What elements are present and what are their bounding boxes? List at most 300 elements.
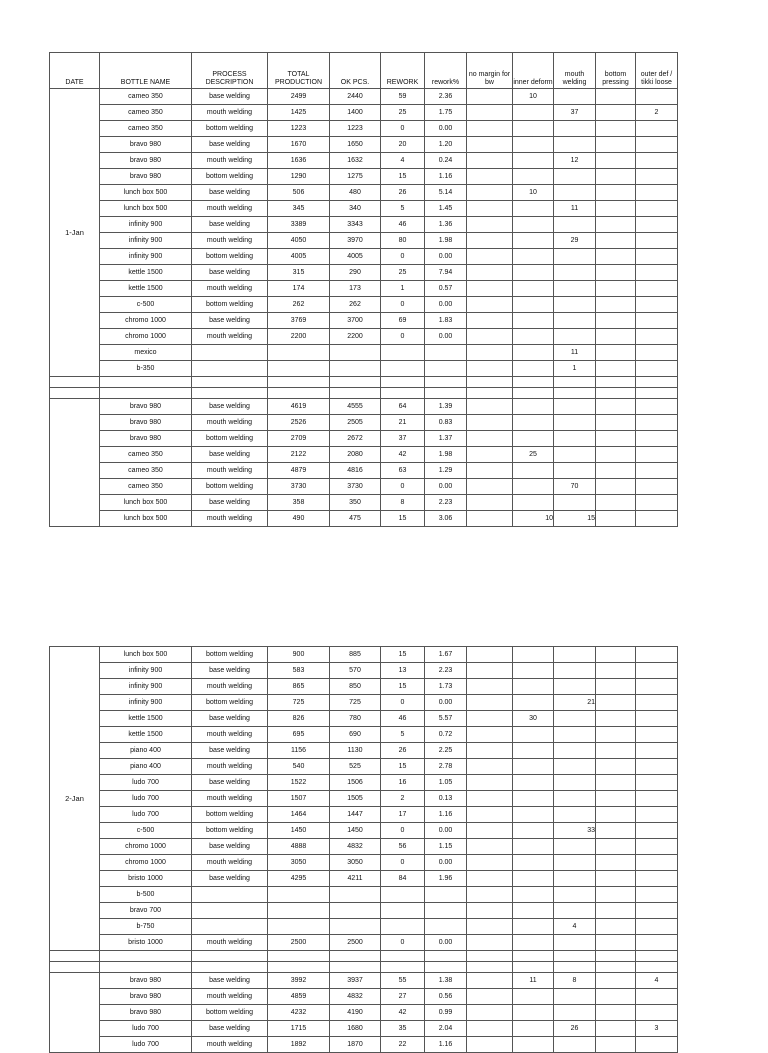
table-cell: 2499	[268, 89, 330, 105]
table-cell: 1.38	[425, 973, 467, 989]
empty-cell	[268, 388, 330, 399]
table-cell	[513, 201, 554, 217]
table-cell	[596, 361, 636, 377]
table-cell: 10	[513, 511, 554, 527]
table-cell	[513, 153, 554, 169]
table-cell: 2.23	[425, 663, 467, 679]
table-cell	[596, 201, 636, 217]
table-cell: 2	[381, 791, 425, 807]
table-cell: chromo 1000	[100, 313, 192, 329]
table-cell: 4190	[330, 1005, 381, 1021]
table-cell: 1522	[268, 775, 330, 791]
table-cell	[636, 695, 678, 711]
table-cell	[636, 185, 678, 201]
table-cell	[554, 137, 596, 153]
table-cell	[636, 249, 678, 265]
table-cell	[636, 361, 678, 377]
table-row	[50, 153, 678, 169]
table-cell: 1.45	[425, 201, 467, 217]
table-cell	[636, 201, 678, 217]
table-cell: 780	[330, 711, 381, 727]
table-cell: mouth welding	[192, 105, 268, 121]
table-row	[50, 775, 678, 791]
table-cell: bottom welding	[192, 249, 268, 265]
table-cell	[513, 313, 554, 329]
table-cell	[596, 823, 636, 839]
table-row	[50, 807, 678, 823]
table-cell	[513, 361, 554, 377]
table-cell: 1670	[268, 137, 330, 153]
table-cell	[636, 919, 678, 935]
table-cell: mouth welding	[192, 511, 268, 527]
table-cell: c-500	[100, 823, 192, 839]
table-cell: bravo 980	[100, 153, 192, 169]
table-cell	[636, 233, 678, 249]
table-cell	[554, 887, 596, 903]
table-cell	[636, 169, 678, 185]
table-cell	[554, 169, 596, 185]
empty-cell	[554, 962, 596, 973]
table-row	[50, 495, 678, 511]
table-cell	[596, 903, 636, 919]
table-cell: mouth welding	[192, 463, 268, 479]
table-cell	[636, 479, 678, 495]
table-cell	[596, 399, 636, 415]
table-cell	[596, 431, 636, 447]
table-cell	[330, 345, 381, 361]
table-cell	[467, 447, 513, 463]
table-cell	[513, 823, 554, 839]
table-cell	[425, 919, 467, 935]
empty-cell	[381, 388, 425, 399]
table-cell	[425, 887, 467, 903]
table-cell: 7.94	[425, 265, 467, 281]
table-cell	[467, 511, 513, 527]
table-cell: 4888	[268, 839, 330, 855]
table-cell: 1636	[268, 153, 330, 169]
table-cell	[467, 249, 513, 265]
table-cell	[554, 297, 596, 313]
empty-cell	[192, 951, 268, 962]
table-cell: 4050	[268, 233, 330, 249]
table-cell: infinity 900	[100, 217, 192, 233]
table-row	[50, 431, 678, 447]
table-cell	[467, 695, 513, 711]
table-cell: 0	[381, 249, 425, 265]
table-cell	[192, 345, 268, 361]
table-cell: 2	[636, 105, 678, 121]
table-cell: 2440	[330, 89, 381, 105]
table-cell: 2200	[330, 329, 381, 345]
table-cell	[596, 121, 636, 137]
table-cell: 865	[268, 679, 330, 695]
table-cell	[513, 495, 554, 511]
table-cell: b-350	[100, 361, 192, 377]
table-cell: 3	[636, 1021, 678, 1037]
table-cell: mouth welding	[192, 233, 268, 249]
table-cell	[467, 265, 513, 281]
table-cell	[513, 791, 554, 807]
table-cell: 4859	[268, 989, 330, 1005]
table-cell: 3937	[330, 973, 381, 989]
empty-cell	[50, 388, 100, 399]
table-cell: 0.24	[425, 153, 467, 169]
table-cell: 26	[554, 1021, 596, 1037]
table-cell	[554, 431, 596, 447]
table-cell: 1.16	[425, 169, 467, 185]
table-cell: 1130	[330, 743, 381, 759]
column-header: PROCESS DESCRIPTION	[192, 53, 268, 89]
table-cell: 29	[554, 233, 596, 249]
table-row	[50, 281, 678, 297]
table-cell: 8	[381, 495, 425, 511]
table-cell: 350	[330, 495, 381, 511]
table-cell: 0	[381, 855, 425, 871]
table-cell: 4555	[330, 399, 381, 415]
table-row	[50, 935, 678, 951]
empty-cell	[268, 962, 330, 973]
table-cell: bravo 980	[100, 415, 192, 431]
table-cell	[513, 329, 554, 345]
table-cell: bottom welding	[192, 479, 268, 495]
table-cell	[596, 695, 636, 711]
table-cell	[636, 871, 678, 887]
table-cell	[636, 823, 678, 839]
table-cell	[596, 265, 636, 281]
table-cell	[467, 345, 513, 361]
empty-cell	[513, 951, 554, 962]
table-cell	[596, 727, 636, 743]
table-cell	[554, 663, 596, 679]
table-cell	[513, 855, 554, 871]
table-cell	[596, 415, 636, 431]
table-row	[50, 679, 678, 695]
table-cell	[554, 495, 596, 511]
table-cell	[596, 249, 636, 265]
table-cell	[596, 791, 636, 807]
table-cell	[554, 249, 596, 265]
table-cell: 725	[330, 695, 381, 711]
table-cell: 1223	[330, 121, 381, 137]
table-cell	[330, 361, 381, 377]
empty-cell	[513, 388, 554, 399]
table-row	[50, 989, 678, 1005]
table-row	[50, 903, 678, 919]
table-cell	[554, 313, 596, 329]
table-cell: mouth welding	[192, 791, 268, 807]
table-cell: kettle 1500	[100, 265, 192, 281]
table-cell: 690	[330, 727, 381, 743]
table-cell: 22	[381, 1037, 425, 1053]
table-cell	[467, 313, 513, 329]
table-cell	[381, 887, 425, 903]
table-cell: 3050	[268, 855, 330, 871]
table-cell: 0.00	[425, 249, 467, 265]
table-cell: mouth welding	[192, 329, 268, 345]
table-cell: mouth welding	[192, 201, 268, 217]
table-cell: lunch box 500	[100, 201, 192, 217]
table-cell	[467, 361, 513, 377]
table-cell: 4295	[268, 871, 330, 887]
table-cell	[467, 121, 513, 137]
table-cell: 0.00	[425, 121, 467, 137]
empty-cell	[425, 962, 467, 973]
table-cell	[513, 695, 554, 711]
table-cell: 10	[513, 89, 554, 105]
table-cell: base welding	[192, 711, 268, 727]
table-row	[50, 479, 678, 495]
table-cell: 2500	[330, 935, 381, 951]
empty-cell	[50, 377, 100, 388]
table-cell: 15	[554, 511, 596, 527]
table-cell	[596, 919, 636, 935]
table-cell: 0.00	[425, 935, 467, 951]
table-cell	[467, 1037, 513, 1053]
table-cell: 0	[381, 479, 425, 495]
column-header: no margin for bw	[467, 53, 513, 89]
table-cell	[554, 807, 596, 823]
table-row	[50, 415, 678, 431]
table-cell: 4832	[330, 989, 381, 1005]
table-cell: lunch box 500	[100, 511, 192, 527]
table-cell: bravo 980	[100, 137, 192, 153]
table-cell	[554, 1037, 596, 1053]
table-cell	[636, 839, 678, 855]
table-cell	[596, 855, 636, 871]
table-cell	[330, 919, 381, 935]
table-cell: cameo 350	[100, 479, 192, 495]
table-cell	[636, 281, 678, 297]
table-cell: 1.05	[425, 775, 467, 791]
table-row	[50, 1037, 678, 1053]
empty-cell	[467, 962, 513, 973]
column-header: bottom pressing	[596, 53, 636, 89]
table-cell	[636, 345, 678, 361]
table-cell	[513, 903, 554, 919]
table-cell: 525	[330, 759, 381, 775]
empty-cell	[467, 951, 513, 962]
table-cell: 1400	[330, 105, 381, 121]
table-row	[50, 919, 678, 935]
table-cell: ludo 700	[100, 1037, 192, 1053]
table-row	[50, 361, 678, 377]
table-cell	[596, 463, 636, 479]
empty-cell	[467, 388, 513, 399]
table-cell	[636, 775, 678, 791]
table-cell: 4005	[330, 249, 381, 265]
table-row	[50, 201, 678, 217]
table-cell: 1	[381, 281, 425, 297]
table-cell: 59	[381, 89, 425, 105]
table-cell	[467, 431, 513, 447]
table-cell: 2709	[268, 431, 330, 447]
table-cell: bravo 980	[100, 399, 192, 415]
table-cell: 1.67	[425, 647, 467, 663]
table-cell	[636, 313, 678, 329]
table-cell: 26	[381, 185, 425, 201]
empty-cell	[513, 962, 554, 973]
empty-cell	[192, 962, 268, 973]
table-cell	[467, 807, 513, 823]
empty-cell	[425, 377, 467, 388]
table-cell: 1506	[330, 775, 381, 791]
table-cell	[513, 759, 554, 775]
table-cell	[596, 935, 636, 951]
table-cell	[513, 415, 554, 431]
table-cell	[513, 919, 554, 935]
table-cell: 0	[381, 935, 425, 951]
table-row	[50, 887, 678, 903]
table-cell	[636, 297, 678, 313]
table-cell	[467, 399, 513, 415]
empty-cell	[50, 951, 100, 962]
table-cell	[467, 463, 513, 479]
table-cell	[636, 935, 678, 951]
table-row	[50, 791, 678, 807]
table-cell: 1.98	[425, 447, 467, 463]
table-cell: cameo 350	[100, 89, 192, 105]
table-cell: 0.56	[425, 989, 467, 1005]
table-cell: lunch box 500	[100, 495, 192, 511]
table-cell: 46	[381, 217, 425, 233]
table-cell	[467, 185, 513, 201]
table-cell: base welding	[192, 839, 268, 855]
table-cell: mouth welding	[192, 281, 268, 297]
table-cell: 4211	[330, 871, 381, 887]
date-cell: 1-Jan	[50, 89, 100, 377]
table-cell	[554, 185, 596, 201]
table-cell: bravo 700	[100, 903, 192, 919]
table-cell: 1505	[330, 791, 381, 807]
table-cell	[554, 399, 596, 415]
table-cell: kettle 1500	[100, 281, 192, 297]
table-cell: 3730	[330, 479, 381, 495]
empty-cell	[636, 962, 678, 973]
table-cell	[513, 281, 554, 297]
table-cell	[596, 153, 636, 169]
table-cell	[636, 647, 678, 663]
column-header: rework%	[425, 53, 467, 89]
table-cell: 1425	[268, 105, 330, 121]
table-cell: 1290	[268, 169, 330, 185]
table-cell	[513, 887, 554, 903]
table-cell: 3992	[268, 973, 330, 989]
table-cell	[467, 495, 513, 511]
date-cell-empty	[50, 399, 100, 527]
table-cell	[636, 89, 678, 105]
table-cell	[425, 345, 467, 361]
table-cell	[636, 887, 678, 903]
table-cell: 725	[268, 695, 330, 711]
table-cell: 55	[381, 973, 425, 989]
table-cell: 1715	[268, 1021, 330, 1037]
table-cell	[636, 727, 678, 743]
table-cell	[554, 935, 596, 951]
table-cell	[554, 727, 596, 743]
table-cell	[636, 807, 678, 823]
table-cell	[636, 903, 678, 919]
table-cell: piano 400	[100, 759, 192, 775]
table-cell: 1.29	[425, 463, 467, 479]
table-cell: base welding	[192, 1021, 268, 1037]
table-cell: 1507	[268, 791, 330, 807]
table-cell: 4879	[268, 463, 330, 479]
column-header: BOTTLE NAME	[100, 53, 192, 89]
table-cell: 1892	[268, 1037, 330, 1053]
table-cell: 0.13	[425, 791, 467, 807]
table-cell: 850	[330, 679, 381, 695]
table-cell	[596, 839, 636, 855]
table-cell: 21	[554, 695, 596, 711]
table-cell: bottom welding	[192, 647, 268, 663]
table-cell	[513, 169, 554, 185]
table-cell: ludo 700	[100, 791, 192, 807]
table-cell	[513, 345, 554, 361]
table-row	[50, 265, 678, 281]
table-cell: 0	[381, 297, 425, 313]
table-cell: 70	[554, 479, 596, 495]
table-row	[50, 1005, 678, 1021]
table-cell: 2.04	[425, 1021, 467, 1037]
table-cell	[513, 105, 554, 121]
table-cell	[596, 185, 636, 201]
table-cell	[596, 233, 636, 249]
table-row	[50, 839, 678, 855]
table-cell: 35	[381, 1021, 425, 1037]
empty-cell	[596, 951, 636, 962]
table-cell: 0	[381, 823, 425, 839]
column-header: REWORK	[381, 53, 425, 89]
table-cell: 80	[381, 233, 425, 249]
table-cell	[554, 265, 596, 281]
table-cell: bottom welding	[192, 297, 268, 313]
table-cell: kettle 1500	[100, 727, 192, 743]
table-cell: 56	[381, 839, 425, 855]
table-cell	[467, 233, 513, 249]
table-cell: 3769	[268, 313, 330, 329]
table-cell: 8	[554, 973, 596, 989]
table-row	[50, 297, 678, 313]
table-cell	[513, 297, 554, 313]
table-row	[50, 647, 678, 663]
table-cell	[554, 775, 596, 791]
table-cell	[467, 201, 513, 217]
table-cell	[467, 329, 513, 345]
table-cell: mouth welding	[192, 855, 268, 871]
table-cell: 5.57	[425, 711, 467, 727]
table-cell: 0	[381, 121, 425, 137]
table-cell: 315	[268, 265, 330, 281]
table-cell	[467, 281, 513, 297]
table-cell: 1.37	[425, 431, 467, 447]
table-cell	[596, 887, 636, 903]
table-cell: 63	[381, 463, 425, 479]
table-cell	[596, 759, 636, 775]
table-cell: bottom welding	[192, 121, 268, 137]
table-cell	[467, 973, 513, 989]
table-cell: 174	[268, 281, 330, 297]
table-cell: 3343	[330, 217, 381, 233]
table-cell	[636, 399, 678, 415]
table-cell	[636, 495, 678, 511]
table-cell	[513, 839, 554, 855]
table-cell	[636, 137, 678, 153]
table-cell: 1223	[268, 121, 330, 137]
table-cell	[513, 399, 554, 415]
table-cell	[467, 887, 513, 903]
table-cell: 21	[381, 415, 425, 431]
table-cell: mouth welding	[192, 759, 268, 775]
